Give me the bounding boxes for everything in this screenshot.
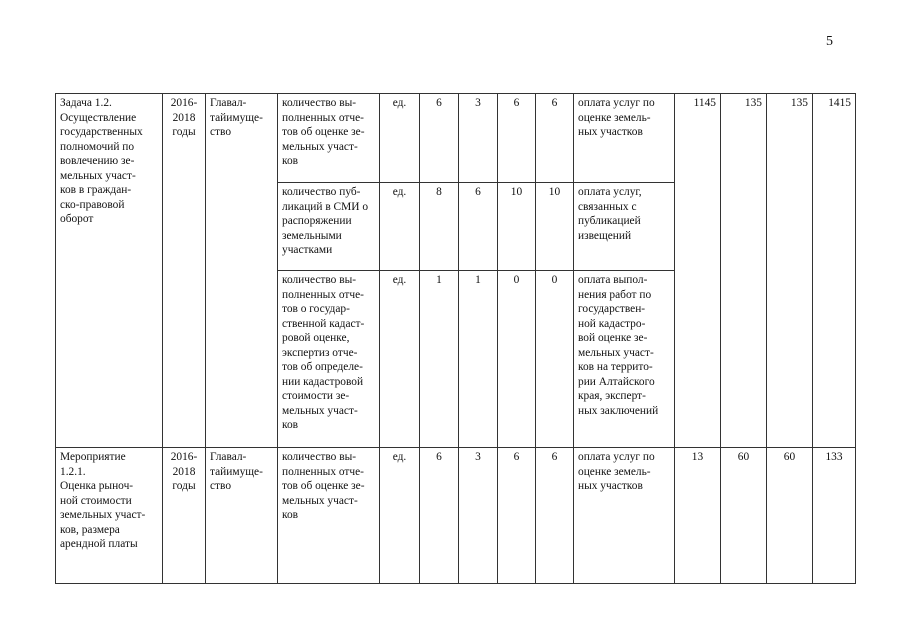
unit-cell: ед. [380,448,420,584]
value-2015-cell: 8 [420,183,459,271]
period-cell: 2016- 2018 годы [163,94,206,448]
unit-cell: ед. [380,183,420,271]
page-number: 5 [826,34,833,49]
task-name-cell: Задача 1.2. Осуществление государственных полномочий по вовлечению зе- мельных участ- ков в граждан- ско-правовой оборот [56,94,163,448]
funding-total-cell: 133 [813,448,856,584]
indicator-name-cell: количество вы- полненных отче- тов об оценке зе- мельных участ- ков [278,448,380,584]
value-2017-cell: 10 [498,183,536,271]
value-2018-cell: 6 [536,448,574,584]
executor-cell: Главал- тайимуще- ство [206,448,278,584]
unit-cell: ед. [380,271,420,448]
value-2016-cell: 3 [459,448,498,584]
value-2017-cell: 0 [498,271,536,448]
funding-cell-3: 60 [767,448,813,584]
purpose-cell: оплата выпол- нения работ по государствен- ной кадастро- вой оценке зе- мельных участ- ков на террито- рии Алтайского края, эксперт- ных заключений [574,271,675,448]
purpose-cell: оплата услуг по оценке земель- ных участков [574,448,675,584]
funding-total-cell: 1415 [813,94,856,448]
value-2018-cell: 10 [536,183,574,271]
task-name-cell: Мероприятие 1.2.1. Оценка рыноч- ной стоимости земельных участ- ков, размера арендной платы [56,448,163,584]
table-row [56,94,856,183]
value-2016-cell: 6 [459,183,498,271]
funding-cell-3: 135 [767,94,813,448]
indicator-name-cell: количество вы- полненных отче- тов о государ- ственной кадаст- ровой оценке, экспертиз отче- тов об определе- нии кадастровой стоимости зе- мельных участ- ков [278,271,380,448]
value-2018-cell: 6 [536,94,574,183]
executor-cell: Главал- тайимуще- ство [206,94,278,448]
funding-cell-1: 13 [675,448,721,584]
funding-cell-2: 60 [721,448,767,584]
value-2015-cell: 6 [420,94,459,183]
table-row [56,448,856,584]
value-2016-cell: 3 [459,94,498,183]
value-2017-cell: 6 [498,448,536,584]
funding-cell-1: 1145 [675,94,721,448]
funding-cell-2: 135 [721,94,767,448]
value-2015-cell: 1 [420,271,459,448]
purpose-cell: оплата услуг, связанных с публикацией извещений [574,183,675,271]
value-2017-cell: 6 [498,94,536,183]
value-2016-cell: 1 [459,271,498,448]
unit-cell: ед. [380,94,420,183]
indicator-name-cell: количество пуб- ликаций в СМИ о распоряжении земельными участками [278,183,380,271]
program-table [55,93,856,584]
value-2015-cell: 6 [420,448,459,584]
value-2018-cell: 0 [536,271,574,448]
purpose-cell: оплата услуг по оценке земель- ных участков [574,94,675,183]
indicator-name-cell: количество вы- полненных отче- тов об оценке зе- мельных участ- ков [278,94,380,183]
period-cell: 2016- 2018 годы [163,448,206,584]
